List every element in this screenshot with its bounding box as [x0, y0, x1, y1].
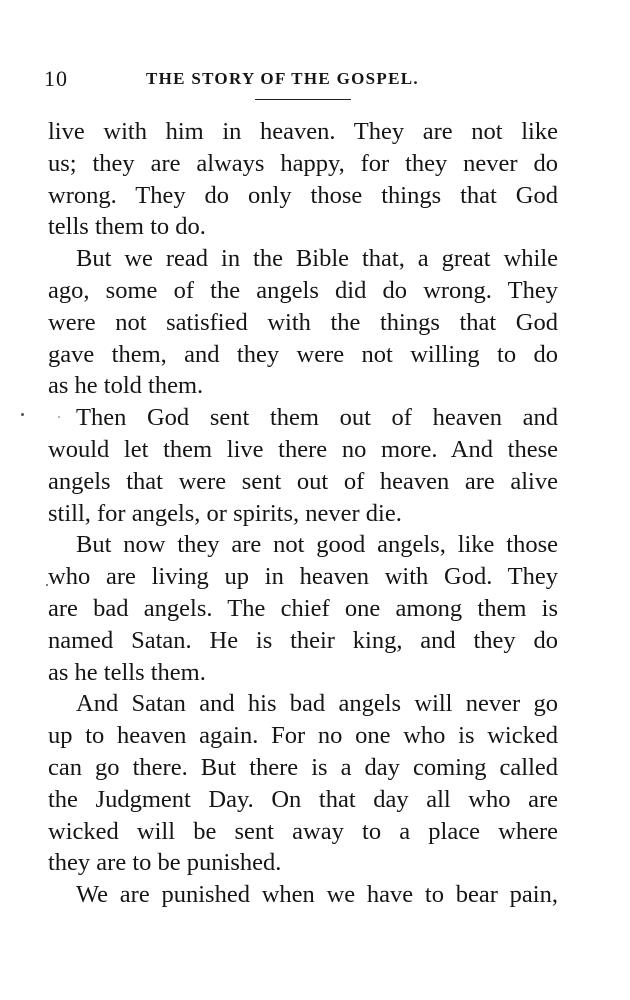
paper-speck	[58, 416, 60, 418]
paper-speck	[21, 413, 24, 416]
page-number: 10	[44, 66, 68, 91]
text-line: tells them to do.	[48, 213, 206, 241]
text-line: named Satan. He is their king, and they do	[48, 626, 558, 654]
text-line: were not satisfied with the things that God	[48, 308, 558, 336]
text-line: live with him in heaven. They are not like	[48, 118, 558, 145]
text-line: as he told them.	[48, 372, 204, 400]
text-line: But now they are not good angels, like those	[76, 531, 558, 559]
text-line: as he tells them.	[48, 658, 206, 686]
body-text	[48, 116, 558, 911]
text-line: can go there. But there is a day coming called	[48, 753, 558, 781]
text-line: wicked will be sent away to a place where	[48, 817, 558, 845]
text-line: wrong. They do only those things that God	[48, 181, 558, 209]
text-line: the Judgment Day. On that day all who are	[48, 785, 558, 813]
text-line: angels that were sent out of heaven are alive	[48, 467, 558, 495]
text-line: We are punished when we have to bear pain,	[76, 881, 558, 909]
text-line: But we read in the Bible that, a great while	[76, 245, 558, 273]
page-header	[44, 66, 564, 96]
text-line: us; they are always happy, for they never do	[48, 149, 558, 177]
running-title: THE STORY OF THE GOSPEL.	[146, 69, 419, 88]
header-rule	[255, 99, 351, 100]
text-line: Then God sent them out of heaven and	[76, 404, 558, 432]
text-line: would let them live there no more. And these	[48, 435, 558, 463]
paper-speck	[46, 584, 48, 586]
text-line: gave them, and they were not willing to do	[48, 340, 558, 368]
text-line: who are living up in heaven with God. They	[48, 563, 558, 591]
text-line: ago, some of the angels did do wrong. They	[48, 276, 558, 304]
text-line: And Satan and his bad angels will never go	[76, 690, 558, 718]
text-line: are bad angels. The chief one among them is	[48, 594, 558, 622]
text-line: they are to be punished.	[48, 849, 282, 877]
text-line: up to heaven again. For no one who is wicked	[48, 722, 558, 750]
text-line: still, for angels, or spirits, never die.	[48, 499, 402, 527]
